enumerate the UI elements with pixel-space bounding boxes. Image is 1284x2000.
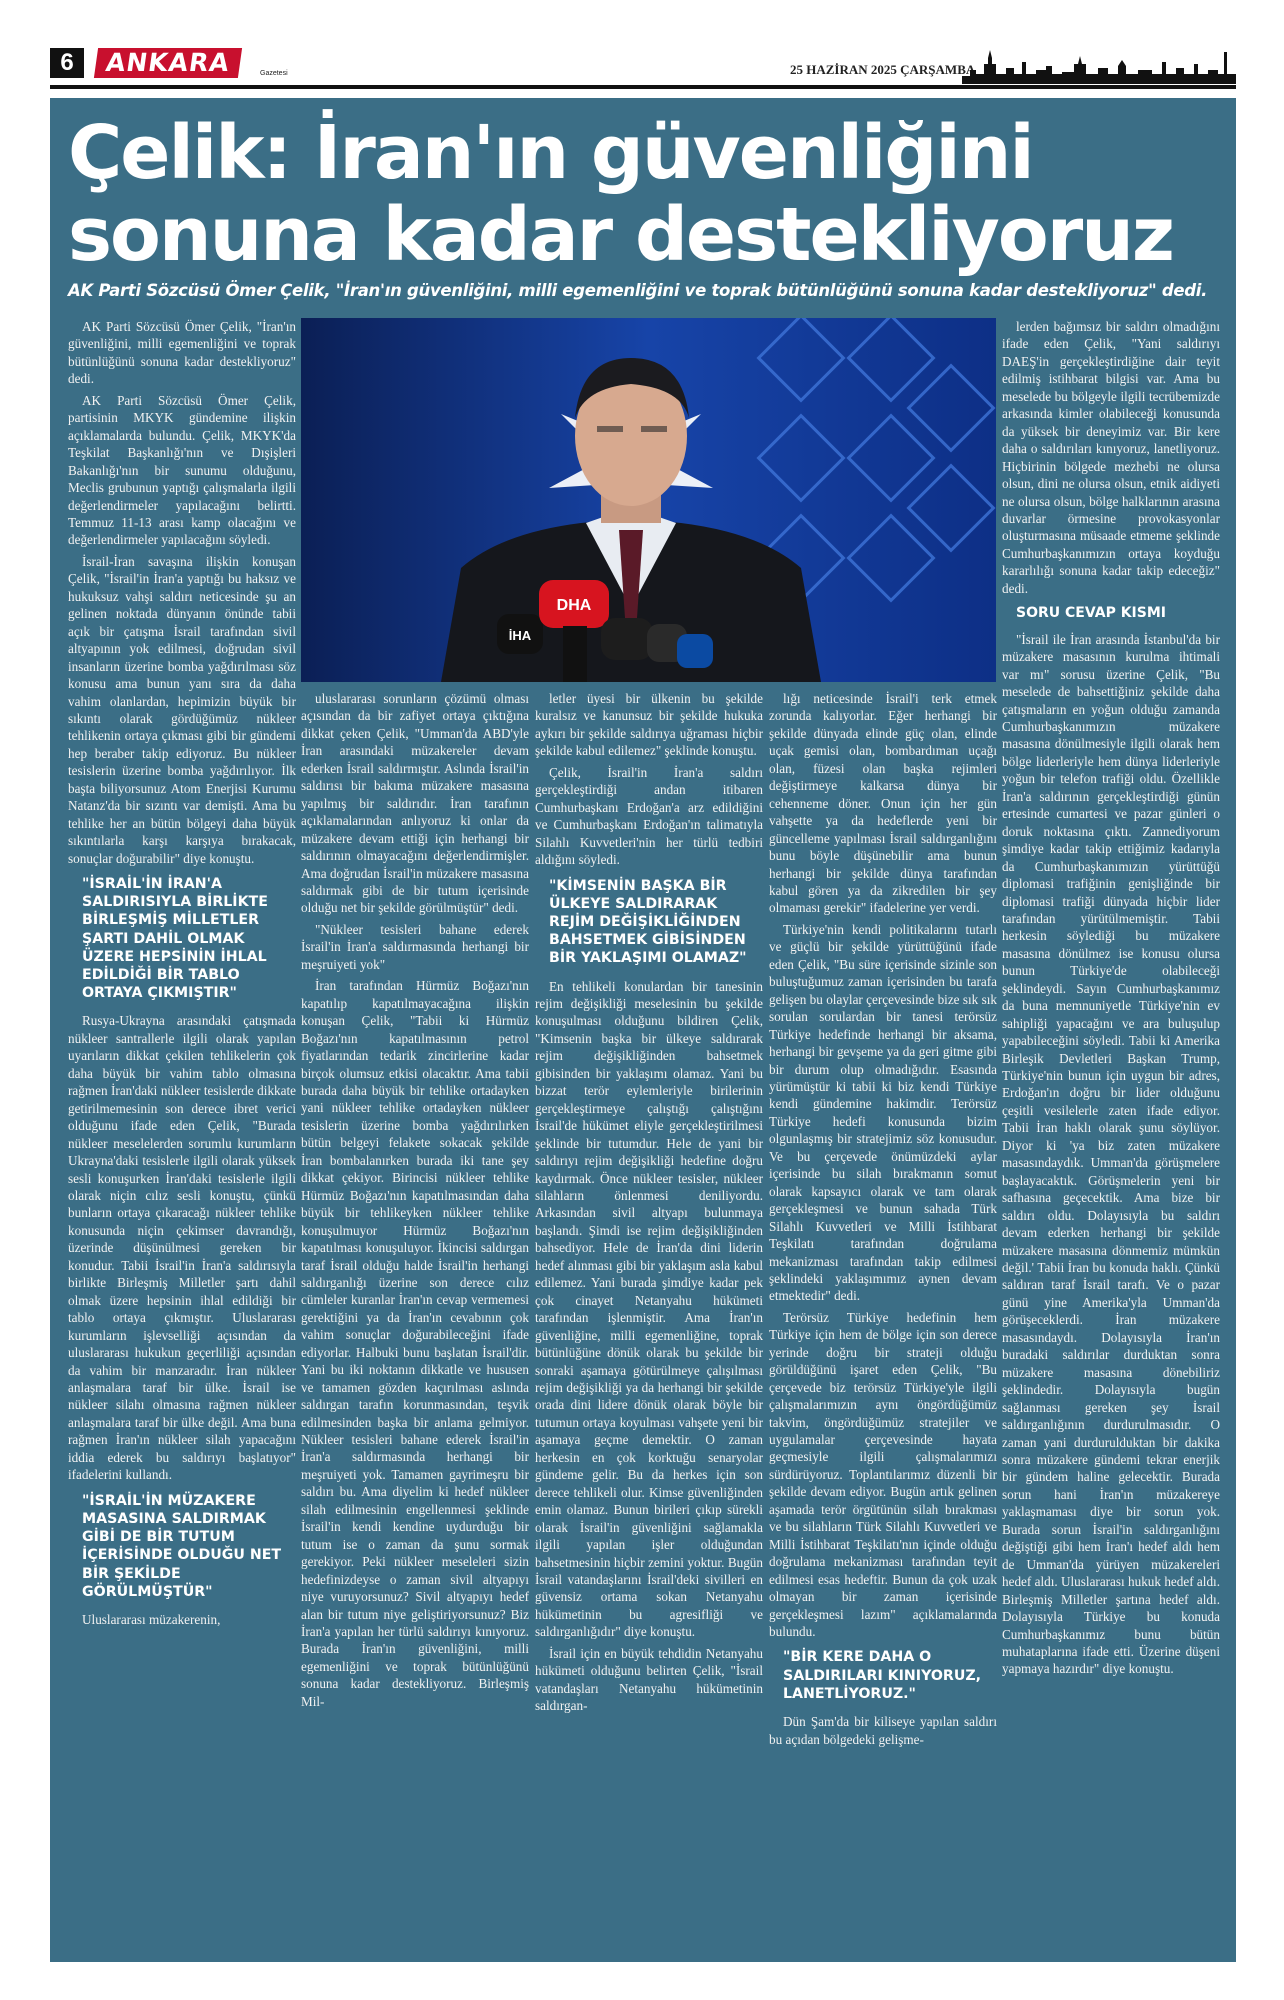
masthead bbox=[50, 44, 1236, 86]
body-paragraph: İran tarafından Hürmüz Boğazı'nın kapatılıp kapatılmayacağına ilişkin konuşan Çelik, "Tabii ki Hürmüz Boğazı'nın kapatılmasının petrol fiyatlarından tedarik zincirlerine kadar birçok olumsuz etkisi olacaktır. Ama tabii burada daha büyük bir tehlike ortadayken yani nükleer tehlike ortadayken nükleer tesislerin üzerine bomba yağdırılırken bütün belgeyi felakete sokacak şekilde İran bombalanırken burada iki tane şey dikkat çekiyor. Birincisi nükleer tehlike Hürmüz Boğazı'nın kapatılmasından daha büyük bir tehlikeyken nükleer tehlike konuşulmuyor Hürmüz Boğazı'nın kapatılması konuşuluyor. İkincisi saldırgan taraf İsrail olduğu halde İsrail'in herhangi saldırganlığı üzerine son derece cılız cümleler kuranlar İran'ın cevap vermemesi gerektiğini ya da İran'ın cevabının çok vahim sonuçlar doğurabileceğini ifade ediyorlar. Halbuki bunu başlatan İsrail'dir. Yani bu iki noktanın dikkatle ve hususen ve tamamen gözden kaçırılması aslında saldırgan tarafın korunmasından, teşvik edilmesinden başka bir anlama gelmiyor. Nükleer tesisleri bahane ederek İsrail'in İran'a saldırmasında herhangi bir meşruiyeti yok. Tamamen gayrimeşru bir saldırı bu. Ama diyelim ki hedef nükleer silah edilmesinin engellenmesi şeklinde İsrail'in kendi kendine uydurduğu bir tutum ise o zaman da şunu sormak gerekiyor. Peki nükleer meseleleri sizin hedefinizdeyse o zaman sivil altyapıyı niye vuruyorsunuz? Sivil altyapıyı hedef alan bir tutum niye geliştiriyorsunuz? Biz İran'a yapılan her türlü saldırıyı kınıyoruz. Burada İran'ın güvenliğini, milli egemenliğini ve toprak bütünlüğünü sonuna kadar destekliyoruz. Birleşmiş Mil- bbox=[301, 978, 529, 1709]
newspaper-logo: ANKARA bbox=[94, 48, 242, 78]
article-photo bbox=[301, 318, 996, 682]
article-column-2 bbox=[301, 690, 529, 1714]
body-paragraph: Dün Şam'da bir kiliseye yapılan saldırı bu açıdan bölgedeki gelişme- bbox=[769, 1714, 997, 1747]
section-subtitle: SORU CEVAP KISMI bbox=[1016, 605, 1166, 622]
body-paragraph: AK Parti Sözcüsü Ömer Çelik, "İran'ın güvenliğini, milli egemenliğini ve toprak bütünlüğünü sonuna kadar destekliyoruz" dedi. bbox=[68, 319, 296, 387]
article-column-4 bbox=[769, 690, 997, 1752]
body-paragraph: Uluslararası müzakerenin, bbox=[82, 1611, 221, 1627]
pull-quote: "İSRAİL'İN MÜZAKERE MASASINA SALDIRMAK GİBİ DE BİR TUTUM İÇERİSİNDE OLDUĞU NET BİR ŞEKİLDE GÖRÜLMÜŞTÜR" bbox=[82, 1492, 282, 1600]
city-skyline-icon bbox=[962, 44, 1236, 84]
body-paragraph: İsrail için en büyük tehdidin Netanyahu hükümeti olduğunu belirten Çelik, "İsrail vatandaşları Netanyahu hükümetinin saldırgan- bbox=[535, 1645, 763, 1714]
body-paragraph: Rusya-Ukrayna arasındaki çatışmada nükleer santrallerle ilgili olarak yapılan uyarıların dikkat çekilen tehlikelerin çok daha büyük bir vahim tablo olmasına rağmen İran'daki nükleer tesislerde dikkate getirilmemesinin son derece ibret verici olduğunu ifade eden Çelik, "Burada nükleer meselelerden sorumlu kurumların Ukrayna'daki tesislerle ilgili olarak yüksek sesli konuşurken İran'daki tesislerle ilgili olarak niçin cılız sesli konuştu, çünkü bunların ortaya çıkaracağı nükleer tehlike konusunda niçin çekimser davrandığı, üzerinde düşünülmesi gereken bir konudur. Tabii İsrail'in İran'a saldırısıyla birlikte Birleşmiş Milletler şartı dahil olmak üzere hepsinin ihlal edildiği bir tablo ortaya çıkmıştır. Uluslararası kurumların işlevselliği açısından da uluslararası hukukun geçerliliği açısından da vahim bir manzaradır. İran nükleer anlaşmalara taraf bir ülke. İsrail ise nükleer silahı olmasına rağmen nükleer anlaşmalara taraf bir ülke değil. Ama buna rağmen İran'ın nükleer silah yapacağını iddia ederek bu saldırıyı başlatıyor" ifadelerini kullandı. bbox=[68, 1013, 296, 1483]
body-paragraph: Çelik, İsrail'in İran'a saldırı gerçekleştirdiği andan itibaren Cumhurbaşkanı Erdoğan'a arz edildiğini ve Cumhurbaşkanı Erdoğan'ın talimatıyla Silahlı Kuvvetleri'nin her türlü tedbiri aldığını söyledi. bbox=[535, 764, 763, 868]
body-paragraph: lerden bağımsız bir saldırı olmadığını ifade eden Çelik, "Yani saldırıyı DAEŞ'in gerçekleştirdiğine dair teyit edilmiş istihbarat bilgisi var. Ama bu meselede bu bölgeyle ilgili tecrübemizde arkasında kimler olabileceği konusunda da yüksek bir deneyimiz var. Bir kere daha o saldırıları kınıyoruz, lanetliyoruz. Hiçbirinin bölgede mezhebi ne olursa olsun, dini ne olursa olsun, etnik aidiyeti ne olursa olsun, bölge halklarının arasına duvarlar örmesine provokasyonlar oluşturmasına müsaade etmeme şeklinde Cumhurbaşkanımızın ortaya koyduğu kararlılığı sonuna kadar takip edeceğiz" dedi. bbox=[1002, 319, 1220, 596]
body-paragraph: Türkiye'nin kendi politikalarını tutarlı ve güçlü bir şekilde yürüttüğünü ifade eden Çelik, "Bu süre içerisinde sizinle son buluştuğumuz zaman içerisinden bu tarafa gelişen bu olaylar çerçevesinde bize sık sık sorulan sorulardan bir tanesi terörsüz Türkiye hedefinde herhangi bir aksama, herhangi bir gevşeme ya da geri gitme gibi bir durum olup olmadığıdır. Esasında yürümüştür ki tabii ki biz kendi Türkiye kendi gündemine hakimdir. Terörsüz Türkiye hedefi konusunda bizim olgunlaşmış bir stratejimiz söz konusudur. Ve bu çerçevede önümüzdeki aylar içerisinde bu silah bırakmanın somut olarak kapsayıcı olarak ve tam olarak gerçekleşmesi ve bunun sahada Türk Silahlı Kuvvetleri ve Milli İstihbarat Teşkilatı tarafından doğrulama mekanizması tarafından takip edilmesi şeklindeki yaklaşımımız aynen devam etmektedir" dedi. bbox=[769, 921, 997, 1304]
article-subheadline: AK Parti Sözcüsü Ömer Çelik, "İran'ın güvenliğini, milli egemenliğini ve toprak bütünlüğünü sonuna kadar destekliyoruz" dedi. bbox=[68, 281, 1208, 300]
mic-label-dha: DHA bbox=[556, 597, 592, 614]
article-column-1 bbox=[68, 318, 296, 1632]
body-paragraph: lığı neticesinde İsrail'i terk etmek zorunda kalıyorlar. Eğer herhangi bir şekilde dünyada elinde güç olan, elinde uçak gemisi olan, bombardıman uçağı olan, füzesi olan başka rejimleri değiştirmeye kalkarsa dünya bir cehenneme döner. Onun için her gün vahşette ya da hedeflerde yeni bir güncelleme yapılması İsrail saldırganlığını bunu böyle düşünebilir ama bunun herhangi bir şekilde dünya tarafından kabul gören ya da zikredilen bir şey olmaması gerekir" ifadelerine yer verdi. bbox=[769, 691, 997, 916]
speaker-photo-image bbox=[301, 318, 996, 682]
top-rule bbox=[50, 85, 1236, 89]
body-paragraph: AK Parti Sözcüsü Ömer Çelik, partisinin MKYK gündemine ilişkin açıklamalarda bulundu. Çelik, MKYK'da Teşkilat Başkanlığı'nın ve Dışişleri Bakanlığı'nın bir sunumu olduğunu, Meclis grubunun yaptığı çalışmalarla ilgili değerlendirmeler yapılacağını belirtti. Temmuz 11-13 arası kamp olacağını ve değerlendirmeler yapılacağını söyledi. bbox=[68, 392, 296, 548]
body-paragraph: İsrail-İran savaşına ilişkin konuşan Çelik, "İsrail'in İran'a yaptığı bu haksız ve hukuksuz vahşi saldırı neticesinde şu an gelinen noktada dünyanın önünde tabii açık bir çatışma İsrail tarafından sivil altyapının yok edilmesi, doğrudan sivil insanların üzerine bomba yağdırılması söz konusu ama bunun yanı sıra da daha vahim olanlardan, hepimizin büyük bir sıkıntı olarak gördüğümüz nükleer tehlikenin ortaya çıkması gibi bir gündemi hep beraber takip ediyoruz. Bu nükleer tesislerin üzerine bomba yağdırılıyor. İlk başta biliyorsunuz Atom Enerjisi Kurumu Natanz'da bir sızıntı var demişti. Ama bu tehlike her an bütün bölgeyi daha büyük sıkıntılarla karşı karşıya bırakacak, sonuçlar doğurabilir" diye konuştu. bbox=[68, 553, 296, 866]
article-headline bbox=[68, 112, 1218, 276]
mic-label-iha: İHA bbox=[508, 628, 532, 643]
pull-quote: "BİR KERE DAHA O SALDIRILARI KINIYORUZ, LANETLİYORUZ." bbox=[783, 1649, 982, 1702]
issue-date: 25 HAZİRAN 2025 ÇARŞAMBA bbox=[790, 62, 976, 77]
body-paragraph: letler üyesi bir ülkenin bu şekilde kuralsız ve kanunsuz bir şekilde hukuka aykırı bir şekilde saldırıya uğraması hiçbir şekilde kabul edilemez" şeklinde konuştu. bbox=[535, 691, 763, 759]
body-paragraph: En tehlikeli konulardan bir tanesinin rejim değişikliği meselesinin bu şekilde konuşulması olduğunu bildiren Çelik, "Kimsenin başka bir ülkeye saldırarak rejim değişikliğinden bahsetmek gibisinden bir yaklaşımı olamaz. Yani bu bizzat terör eylemleriyle birilerinin gerçekleştirmeye çalıştığı çalıştığını İsrail'de hükümet eliyle gerçekleştirilmesi şeklinde bir tutumdur. Hele de yani bir saldırıyı rejim değişikliği hedefine doğru kaydırmak. Önce nükleer tesisler, nükleer silahların önlenmesi deniliyordu. Arkasından sivil altyapı bulunmaya başlandı. Şimdi ise rejim değişikliğinden bahsediyor. Hele de İran'da dini liderin hedef alınması gibi bir yaklaşım asla kabul edilemez. Yani burada şimdiye kadar pek çok cinayet Netanyahu hükümeti tarafından işlenmiştir. Ama İran'ın güvenliğine, milli egemenliğine, toprak bütünlüğüne dönük olarak bu şekilde bir sonraki aşamaya götürülmeye çalışılması rejim değişikliği ya da herhangi bir şekilde orada dini lidere dönük olarak böyle bir tutumun ortaya koyulması vahşete yeni bir aşamaya geçme demektir. O zaman herkesin en çok korktuğu senaryolar gündeme gelir. Bu da herkes için son derece tehlikeli olur. Kimse güvenliğinden emin olamaz. Bunun birileri çıkıp sürekli olarak İsrail'in güvenliğini sağlamakla ilgili yapılan işler olduğundan bahsetmesinin hiçbir zemini yoktur. Bugün İsrail vatandaşlarını İsrail'deki sivilleri en güvensiz ortama sokan Netanyahu hükümetinin bu agresifliği ve saldırganlığıdır" diye konuştu. bbox=[535, 978, 763, 1640]
article-column-3 bbox=[535, 690, 763, 1719]
headline-line-2: sonuna kadar destekliyoruz bbox=[68, 192, 1173, 278]
article-panel bbox=[50, 98, 1236, 1962]
headline-line-1: Çelik: İran'ın güvenliğini bbox=[68, 110, 1033, 196]
body-paragraph: uluslararası sorunların çözümü olması açısından da bir zafiyet ortaya çıktığına dikkat çeken Çelik, "Umman'da ABD'yle İran arasındaki müzakereler devam ederken İsrail saldırmıştır. Aslında İsrail'in saldırısı bir bakıma müzakere masasına yapılmış bir saldırıdır. İran tarafının açıklamalarından anlıyoruz ki onlar da müzakere devam ettiği için herhangi bir saldırının olmayacağını değerlendirmişler. Ama doğrudan İsrail'in müzakere masasına saldırmak gibi de bir tutum içerisinde olduğu net bir şekilde görülmüştür" dedi. bbox=[301, 691, 529, 916]
newspaper-logo-sub: Gazetesi bbox=[260, 70, 288, 77]
body-paragraph: "Nükleer tesisleri bahane ederek İsrail'in İran'a saldırmasında herhangi bir meşruiyeti yok" bbox=[301, 921, 529, 972]
page-number: 6 bbox=[50, 48, 84, 78]
pull-quote: "İSRAİL'İN İRAN'A SALDIRISIYLA BİRLİKTE BİRLEŞMİŞ MİLLETLER ŞARTI DAHİL OLMAK ÜZERE HEPSİNİN İHLAL EDİLDİĞİ BİR TABLO ORTAYA ÇIKMIŞTIR" bbox=[82, 876, 268, 1002]
body-paragraph: Terörsüz Türkiye hedefinin hem Türkiye için hem de bölge için son derece yerinde doğru bir strateji olduğu görüldüğünü işaret eden Çelik, "Bu çerçevede biz terörsüz Türkiye'yle ilgili çalışmalarımızın aynı öngördüğümüz takvim, öngördüğümüz stratejiler ve uygulamalar çerçevesinde hayata geçmesiyle ilgili çalışmalarımızı sürdürüyoruz. Toplantılarımız düzenli bir şekilde devam ediyor. Bugün artık gelinen aşamada terör örgütünün silah bırakması ve bu silahların Türk Silahlı Kuvvetleri ve Milli İstihbarat Teşkilatı'nın içinde olduğu doğrulama mekanizması tarafından teyit edilmesi esas hedeftir. Bunun da çok uzak olmayan bir zaman içerisinde gerçekleşmesi lazım" açıklamalarında bulundu. bbox=[769, 1309, 997, 1640]
article-column-5 bbox=[1002, 318, 1220, 1682]
pull-quote: "KİMSENİN BAŞKA BİR ÜLKEYE SALDIRARAK REJİM DEĞİŞİKLİĞİNDEN BAHSETMEK GİBİSİNDEN BİR YAKLAŞIMI OLAMAZ" bbox=[549, 877, 747, 967]
body-paragraph: "İsrail ile İran arasında İstanbul'da bir müzakere masasının kurulma ihtimali var mı" sorusu üzerine Çelik, "Bu meselede de bahsettiğiniz şekilde daha çatışmaların en yoğun olduğu zamanda Cumhurbaşkanımızın müzakere masasına dönülmesiyle ilgili olarak hem bölge liderleriyle hem dünya liderleriyle yoğun bir telefon trafiği oldu. Özellikle İran'a saldırının gerçekleştirdiği günün ertesinde cumartesi ve pazar günleri o doruk noktasına çıktı. Zannediyorum şimdiye kadar takip ettiğimiz kadarıyla da Cumhurbaşkanımızın yürüttüğü diplomasi trafiğinin genişliğinde bir diplomasi trafiği dünyada hiçbir lider tarafından yürütülmemiştir. Tabii herkesin söylediği bu müzakere masasına dönülmez ise konusu olursa bunun Türkiye'de olabileceği şeklindeydi. Sayın Cumhurbaşkanımız da buna memnuniyetle Türkiye'nin ev sahipliği yapacağını ve ara buluşulup yapabileceğini söyledi. Tabii ki Amerika Birleşik Devletleri Başkan Trump, Türkiye'nin bunun için uygun bir adres, Erdoğan'ın doğru bir lider olduğunu çeşitli vesilelerle zaten ifade ediyor. Tabii İran haklı olarak şunu söylüyor. Diyor ki 'ya biz zaten müzakere masasındaydık. Umman'da görüşmelere başlayacaktık. Görüşmelerin yeni bir safhasına geçecektik. Ama bize bir saldırı oldu. Dolayısıyla bu saldırı devam ederken herhangi bir şekilde müzakere masasına dönmemiz mümkün değil.' Tabii İran bu konuda haklı. Çünkü saldıran taraf İsrail tarafı. Ve o pazar günü yine Amerika'yla Umman'da görüşeceklerdi. İran müzakere masasındaydı. Dolayısıyla İran'ın buradaki saldırılar durduktan sonra müzakere masasına dönebiliriz şeklindedir. Dolayısıyla bugün sağlanması gereken şey İsrail saldırganlığının durdurulmasıdır. O zaman yani durdurulduktan bir dakika sonra müzakere gündemi tekrar enerjik bir gündem haline gelecektir. Burada sorun hani İran'ın müzakereye yaklaşmaması diye bir sorun yok. Burada sorun İsrail'in saldırganlığını değiştiği gibi hem İran'ı hedef aldı hem de Umman'da yürüyen müzakereleri hedef aldı. Uluslararası hukuk hedef aldı. Birleşmiş Milletler şartına hedef aldı. Dolayısıyla Türkiye bu konuda Cumhurbaşkanımız bunu bütün muhataplarına ifade etti. Üzerine düşeni yapmaya hazırdır" diye konuştu. bbox=[1002, 631, 1220, 1677]
